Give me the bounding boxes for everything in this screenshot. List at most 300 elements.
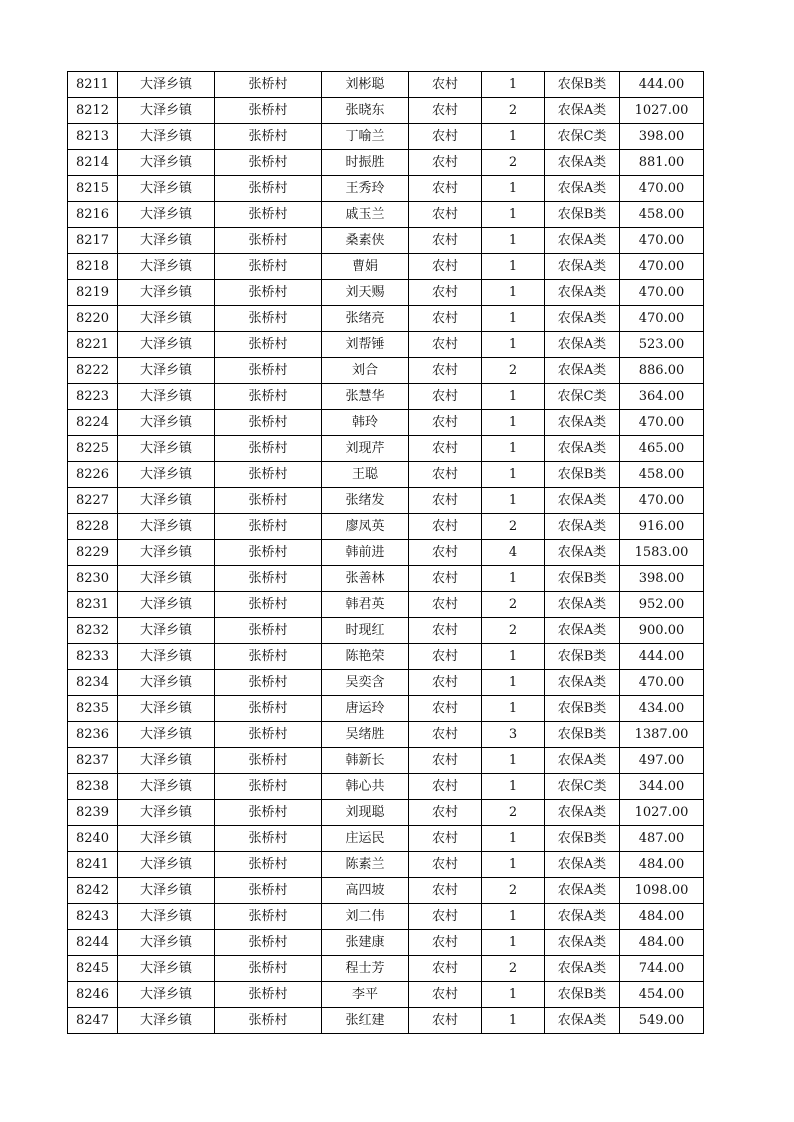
insurance-type-cell: 农保A类: [545, 410, 620, 436]
village-cell: 张桥村: [215, 514, 322, 540]
record-number-cell: 8229: [68, 540, 118, 566]
village-cell: 张桥村: [215, 696, 322, 722]
town-cell: 大泽乡镇: [118, 202, 215, 228]
name-cell: 高四坡: [322, 878, 409, 904]
amount-cell: 470.00: [620, 306, 704, 332]
village-cell: 张桥村: [215, 670, 322, 696]
insurance-type-cell: 农保A类: [545, 98, 620, 124]
record-number-cell: 8216: [68, 202, 118, 228]
amount-cell: 470.00: [620, 410, 704, 436]
record-number-cell: 8222: [68, 358, 118, 384]
table-row: [68, 982, 704, 1008]
table-row: [68, 124, 704, 150]
table-row: [68, 930, 704, 956]
record-number-cell: 8246: [68, 982, 118, 1008]
amount-cell: 1027.00: [620, 800, 704, 826]
town-cell: 大泽乡镇: [118, 306, 215, 332]
town-cell: 大泽乡镇: [118, 514, 215, 540]
village-cell: 张桥村: [215, 176, 322, 202]
table-row: [68, 540, 704, 566]
records-table: [67, 71, 704, 1034]
town-cell: 大泽乡镇: [118, 748, 215, 774]
area-type-cell: 农村: [409, 904, 482, 930]
table-row: [68, 358, 704, 384]
record-number-cell: 8223: [68, 384, 118, 410]
town-cell: 大泽乡镇: [118, 462, 215, 488]
name-cell: 韩心共: [322, 774, 409, 800]
record-number-cell: 8213: [68, 124, 118, 150]
town-cell: 大泽乡镇: [118, 410, 215, 436]
town-cell: 大泽乡镇: [118, 826, 215, 852]
household-count-cell: 2: [482, 98, 545, 124]
insurance-type-cell: 农保A类: [545, 150, 620, 176]
insurance-type-cell: 农保A类: [545, 930, 620, 956]
insurance-type-cell: 农保B类: [545, 566, 620, 592]
table-row: [68, 826, 704, 852]
insurance-type-cell: 农保B类: [545, 722, 620, 748]
area-type-cell: 农村: [409, 670, 482, 696]
table-row: [68, 306, 704, 332]
table-row: [68, 696, 704, 722]
amount-cell: 484.00: [620, 852, 704, 878]
record-number-cell: 8221: [68, 332, 118, 358]
record-number-cell: 8230: [68, 566, 118, 592]
town-cell: 大泽乡镇: [118, 488, 215, 514]
village-cell: 张桥村: [215, 826, 322, 852]
insurance-type-cell: 农保A类: [545, 228, 620, 254]
town-cell: 大泽乡镇: [118, 956, 215, 982]
record-number-cell: 8220: [68, 306, 118, 332]
name-cell: 张晓东: [322, 98, 409, 124]
household-count-cell: 1: [482, 566, 545, 592]
record-number-cell: 8242: [68, 878, 118, 904]
area-type-cell: 农村: [409, 930, 482, 956]
table-row: [68, 254, 704, 280]
area-type-cell: 农村: [409, 982, 482, 1008]
village-cell: 张桥村: [215, 904, 322, 930]
name-cell: 桑素侠: [322, 228, 409, 254]
household-count-cell: 1: [482, 72, 545, 98]
household-count-cell: 1: [482, 904, 545, 930]
town-cell: 大泽乡镇: [118, 358, 215, 384]
amount-cell: 458.00: [620, 462, 704, 488]
area-type-cell: 农村: [409, 306, 482, 332]
name-cell: 曹娟: [322, 254, 409, 280]
amount-cell: 487.00: [620, 826, 704, 852]
area-type-cell: 农村: [409, 696, 482, 722]
table-row: [68, 566, 704, 592]
area-type-cell: 农村: [409, 124, 482, 150]
amount-cell: 497.00: [620, 748, 704, 774]
area-type-cell: 农村: [409, 410, 482, 436]
village-cell: 张桥村: [215, 280, 322, 306]
name-cell: 刘合: [322, 358, 409, 384]
insurance-type-cell: 农保A类: [545, 800, 620, 826]
table-row: [68, 228, 704, 254]
household-count-cell: 1: [482, 280, 545, 306]
area-type-cell: 农村: [409, 332, 482, 358]
name-cell: 韩新长: [322, 748, 409, 774]
town-cell: 大泽乡镇: [118, 436, 215, 462]
amount-cell: 744.00: [620, 956, 704, 982]
name-cell: 韩前进: [322, 540, 409, 566]
town-cell: 大泽乡镇: [118, 644, 215, 670]
insurance-type-cell: 农保B类: [545, 696, 620, 722]
village-cell: 张桥村: [215, 592, 322, 618]
amount-cell: 470.00: [620, 228, 704, 254]
amount-cell: 454.00: [620, 982, 704, 1008]
amount-cell: 881.00: [620, 150, 704, 176]
village-cell: 张桥村: [215, 722, 322, 748]
village-cell: 张桥村: [215, 124, 322, 150]
area-type-cell: 农村: [409, 488, 482, 514]
household-count-cell: 1: [482, 228, 545, 254]
area-type-cell: 农村: [409, 358, 482, 384]
insurance-type-cell: 农保B类: [545, 982, 620, 1008]
amount-cell: 900.00: [620, 618, 704, 644]
area-type-cell: 农村: [409, 540, 482, 566]
town-cell: 大泽乡镇: [118, 670, 215, 696]
village-cell: 张桥村: [215, 72, 322, 98]
name-cell: 李平: [322, 982, 409, 1008]
name-cell: 丁喻兰: [322, 124, 409, 150]
village-cell: 张桥村: [215, 566, 322, 592]
table-row: [68, 98, 704, 124]
amount-cell: 470.00: [620, 670, 704, 696]
household-count-cell: 1: [482, 488, 545, 514]
household-count-cell: 1: [482, 774, 545, 800]
record-number-cell: 8239: [68, 800, 118, 826]
area-type-cell: 农村: [409, 228, 482, 254]
record-number-cell: 8233: [68, 644, 118, 670]
name-cell: 刘彬聪: [322, 72, 409, 98]
table-row: [68, 1008, 704, 1034]
record-number-cell: 8218: [68, 254, 118, 280]
household-count-cell: 1: [482, 254, 545, 280]
record-number-cell: 8211: [68, 72, 118, 98]
amount-cell: 344.00: [620, 774, 704, 800]
table-row: [68, 488, 704, 514]
village-cell: 张桥村: [215, 384, 322, 410]
household-count-cell: 1: [482, 1008, 545, 1034]
name-cell: 张红建: [322, 1008, 409, 1034]
table-row: [68, 722, 704, 748]
insurance-type-cell: 农保A类: [545, 748, 620, 774]
town-cell: 大泽乡镇: [118, 540, 215, 566]
amount-cell: 470.00: [620, 254, 704, 280]
insurance-type-cell: 农保A类: [545, 1008, 620, 1034]
insurance-type-cell: 农保B类: [545, 826, 620, 852]
table-row: [68, 462, 704, 488]
household-count-cell: 2: [482, 800, 545, 826]
village-cell: 张桥村: [215, 618, 322, 644]
village-cell: 张桥村: [215, 488, 322, 514]
table-row: [68, 384, 704, 410]
area-type-cell: 农村: [409, 852, 482, 878]
record-number-cell: 8226: [68, 462, 118, 488]
area-type-cell: 农村: [409, 826, 482, 852]
record-number-cell: 8227: [68, 488, 118, 514]
household-count-cell: 2: [482, 878, 545, 904]
insurance-type-cell: 农保C类: [545, 384, 620, 410]
name-cell: 刘现聪: [322, 800, 409, 826]
household-count-cell: 1: [482, 124, 545, 150]
records-table-body: [68, 72, 704, 1034]
area-type-cell: 农村: [409, 462, 482, 488]
table-row: [68, 436, 704, 462]
insurance-type-cell: 农保A类: [545, 488, 620, 514]
amount-cell: 1098.00: [620, 878, 704, 904]
name-cell: 程士芳: [322, 956, 409, 982]
amount-cell: 523.00: [620, 332, 704, 358]
amount-cell: 470.00: [620, 488, 704, 514]
town-cell: 大泽乡镇: [118, 618, 215, 644]
table-row: [68, 72, 704, 98]
village-cell: 张桥村: [215, 436, 322, 462]
area-type-cell: 农村: [409, 436, 482, 462]
household-count-cell: 3: [482, 722, 545, 748]
record-number-cell: 8238: [68, 774, 118, 800]
household-count-cell: 1: [482, 644, 545, 670]
town-cell: 大泽乡镇: [118, 566, 215, 592]
amount-cell: 458.00: [620, 202, 704, 228]
table-row: [68, 852, 704, 878]
household-count-cell: 2: [482, 514, 545, 540]
name-cell: 刘二伟: [322, 904, 409, 930]
area-type-cell: 农村: [409, 878, 482, 904]
village-cell: 张桥村: [215, 540, 322, 566]
record-number-cell: 8236: [68, 722, 118, 748]
insurance-type-cell: 农保B类: [545, 202, 620, 228]
area-type-cell: 农村: [409, 72, 482, 98]
amount-cell: 952.00: [620, 592, 704, 618]
village-cell: 张桥村: [215, 254, 322, 280]
record-number-cell: 8225: [68, 436, 118, 462]
insurance-type-cell: 农保A类: [545, 592, 620, 618]
household-count-cell: 2: [482, 592, 545, 618]
record-number-cell: 8231: [68, 592, 118, 618]
table-row: [68, 904, 704, 930]
town-cell: 大泽乡镇: [118, 332, 215, 358]
table-row: [68, 878, 704, 904]
household-count-cell: 1: [482, 826, 545, 852]
town-cell: 大泽乡镇: [118, 930, 215, 956]
table-row: [68, 332, 704, 358]
record-number-cell: 8237: [68, 748, 118, 774]
village-cell: 张桥村: [215, 228, 322, 254]
area-type-cell: 农村: [409, 280, 482, 306]
town-cell: 大泽乡镇: [118, 878, 215, 904]
area-type-cell: 农村: [409, 566, 482, 592]
table-row: [68, 956, 704, 982]
area-type-cell: 农村: [409, 98, 482, 124]
village-cell: 张桥村: [215, 462, 322, 488]
insurance-type-cell: 农保B类: [545, 462, 620, 488]
town-cell: 大泽乡镇: [118, 852, 215, 878]
name-cell: 王聪: [322, 462, 409, 488]
record-number-cell: 8245: [68, 956, 118, 982]
insurance-type-cell: 农保A类: [545, 540, 620, 566]
area-type-cell: 农村: [409, 1008, 482, 1034]
village-cell: 张桥村: [215, 748, 322, 774]
town-cell: 大泽乡镇: [118, 904, 215, 930]
name-cell: 韩君英: [322, 592, 409, 618]
insurance-type-cell: 农保A类: [545, 176, 620, 202]
town-cell: 大泽乡镇: [118, 280, 215, 306]
insurance-type-cell: 农保A类: [545, 436, 620, 462]
amount-cell: 444.00: [620, 72, 704, 98]
town-cell: 大泽乡镇: [118, 592, 215, 618]
insurance-type-cell: 农保C类: [545, 124, 620, 150]
area-type-cell: 农村: [409, 514, 482, 540]
record-number-cell: 8234: [68, 670, 118, 696]
household-count-cell: 1: [482, 462, 545, 488]
town-cell: 大泽乡镇: [118, 150, 215, 176]
insurance-type-cell: 农保A类: [545, 956, 620, 982]
insurance-type-cell: 农保C类: [545, 774, 620, 800]
amount-cell: 916.00: [620, 514, 704, 540]
name-cell: 张绪亮: [322, 306, 409, 332]
amount-cell: 886.00: [620, 358, 704, 384]
name-cell: 韩玲: [322, 410, 409, 436]
name-cell: 王秀玲: [322, 176, 409, 202]
town-cell: 大泽乡镇: [118, 774, 215, 800]
village-cell: 张桥村: [215, 644, 322, 670]
town-cell: 大泽乡镇: [118, 384, 215, 410]
area-type-cell: 农村: [409, 800, 482, 826]
town-cell: 大泽乡镇: [118, 98, 215, 124]
amount-cell: 465.00: [620, 436, 704, 462]
amount-cell: 484.00: [620, 904, 704, 930]
area-type-cell: 农村: [409, 774, 482, 800]
village-cell: 张桥村: [215, 878, 322, 904]
table-row: [68, 514, 704, 540]
record-number-cell: 8247: [68, 1008, 118, 1034]
village-cell: 张桥村: [215, 800, 322, 826]
amount-cell: 1387.00: [620, 722, 704, 748]
amount-cell: 434.00: [620, 696, 704, 722]
insurance-type-cell: 农保A类: [545, 852, 620, 878]
village-cell: 张桥村: [215, 150, 322, 176]
amount-cell: 470.00: [620, 176, 704, 202]
record-number-cell: 8217: [68, 228, 118, 254]
record-number-cell: 8219: [68, 280, 118, 306]
table-row: [68, 150, 704, 176]
insurance-type-cell: 农保A类: [545, 670, 620, 696]
town-cell: 大泽乡镇: [118, 72, 215, 98]
table-row: [68, 748, 704, 774]
area-type-cell: 农村: [409, 748, 482, 774]
table-row: [68, 202, 704, 228]
name-cell: 刘天赐: [322, 280, 409, 306]
name-cell: 张慧华: [322, 384, 409, 410]
record-number-cell: 8228: [68, 514, 118, 540]
town-cell: 大泽乡镇: [118, 800, 215, 826]
amount-cell: 484.00: [620, 930, 704, 956]
insurance-type-cell: 农保A类: [545, 332, 620, 358]
town-cell: 大泽乡镇: [118, 254, 215, 280]
amount-cell: 398.00: [620, 124, 704, 150]
area-type-cell: 农村: [409, 722, 482, 748]
household-count-cell: 1: [482, 930, 545, 956]
insurance-type-cell: 农保A类: [545, 514, 620, 540]
name-cell: 庄运民: [322, 826, 409, 852]
village-cell: 张桥村: [215, 306, 322, 332]
amount-cell: 1027.00: [620, 98, 704, 124]
area-type-cell: 农村: [409, 254, 482, 280]
household-count-cell: 1: [482, 982, 545, 1008]
household-count-cell: 1: [482, 436, 545, 462]
household-count-cell: 1: [482, 748, 545, 774]
table-row: [68, 800, 704, 826]
table-row: [68, 280, 704, 306]
household-count-cell: 1: [482, 176, 545, 202]
record-number-cell: 8214: [68, 150, 118, 176]
insurance-type-cell: 农保A类: [545, 904, 620, 930]
household-count-cell: 2: [482, 618, 545, 644]
village-cell: 张桥村: [215, 956, 322, 982]
table-row: [68, 592, 704, 618]
insurance-type-cell: 农保A类: [545, 254, 620, 280]
household-count-cell: 1: [482, 384, 545, 410]
name-cell: 吴绪胜: [322, 722, 409, 748]
insurance-type-cell: 农保B类: [545, 72, 620, 98]
village-cell: 张桥村: [215, 982, 322, 1008]
record-number-cell: 8215: [68, 176, 118, 202]
name-cell: 陈素兰: [322, 852, 409, 878]
household-count-cell: 1: [482, 696, 545, 722]
town-cell: 大泽乡镇: [118, 1008, 215, 1034]
insurance-type-cell: 农保B类: [545, 644, 620, 670]
household-count-cell: 1: [482, 202, 545, 228]
table-row: [68, 618, 704, 644]
name-cell: 刘帮锤: [322, 332, 409, 358]
amount-cell: 1583.00: [620, 540, 704, 566]
insurance-type-cell: 农保A类: [545, 358, 620, 384]
record-number-cell: 8241: [68, 852, 118, 878]
area-type-cell: 农村: [409, 384, 482, 410]
area-type-cell: 农村: [409, 956, 482, 982]
village-cell: 张桥村: [215, 852, 322, 878]
name-cell: 廖凤英: [322, 514, 409, 540]
town-cell: 大泽乡镇: [118, 722, 215, 748]
amount-cell: 470.00: [620, 280, 704, 306]
household-count-cell: 1: [482, 332, 545, 358]
insurance-type-cell: 农保A类: [545, 618, 620, 644]
name-cell: 张善林: [322, 566, 409, 592]
village-cell: 张桥村: [215, 98, 322, 124]
record-number-cell: 8212: [68, 98, 118, 124]
household-count-cell: 1: [482, 852, 545, 878]
record-number-cell: 8224: [68, 410, 118, 436]
record-number-cell: 8240: [68, 826, 118, 852]
area-type-cell: 农村: [409, 150, 482, 176]
household-count-cell: 2: [482, 150, 545, 176]
town-cell: 大泽乡镇: [118, 982, 215, 1008]
table-row: [68, 670, 704, 696]
village-cell: 张桥村: [215, 332, 322, 358]
household-count-cell: 2: [482, 358, 545, 384]
area-type-cell: 农村: [409, 618, 482, 644]
town-cell: 大泽乡镇: [118, 176, 215, 202]
table-row: [68, 774, 704, 800]
town-cell: 大泽乡镇: [118, 228, 215, 254]
village-cell: 张桥村: [215, 410, 322, 436]
record-number-cell: 8235: [68, 696, 118, 722]
name-cell: 戚玉兰: [322, 202, 409, 228]
amount-cell: 444.00: [620, 644, 704, 670]
insurance-type-cell: 农保A类: [545, 878, 620, 904]
